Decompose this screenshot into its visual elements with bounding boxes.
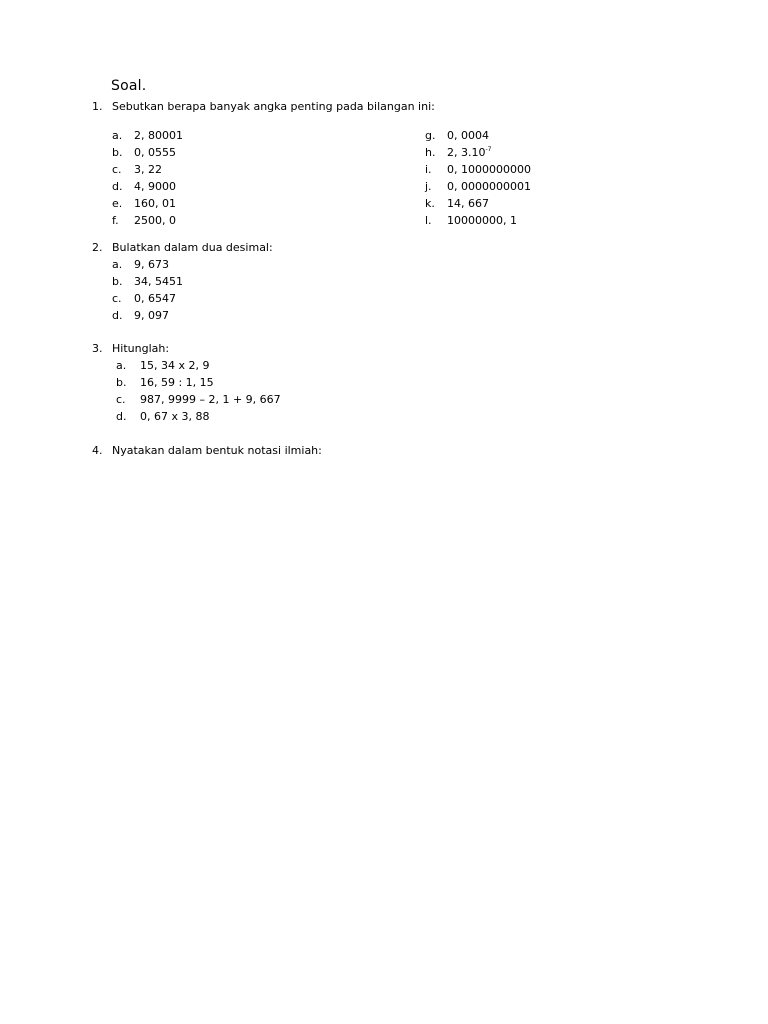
item-label: c. bbox=[116, 393, 126, 406]
item-value: 9, 097 bbox=[134, 309, 169, 322]
item-label: a. bbox=[112, 129, 123, 142]
item-value: 34, 5451 bbox=[134, 275, 183, 288]
item-value: 160, 01 bbox=[134, 197, 176, 210]
list-item bbox=[116, 408, 281, 425]
list-item bbox=[425, 178, 531, 195]
item-label: a. bbox=[116, 359, 127, 372]
question-number: 2. bbox=[92, 241, 103, 254]
list-item bbox=[112, 178, 183, 195]
item-label: g. bbox=[425, 129, 436, 142]
item-exponent: -7 bbox=[485, 146, 492, 153]
list-item bbox=[112, 307, 183, 324]
list-item bbox=[112, 127, 183, 144]
list-item bbox=[112, 256, 183, 273]
list-item bbox=[425, 127, 531, 144]
item-label: a. bbox=[112, 258, 123, 271]
question-text: Sebutkan berapa banyak angka penting pada bilangan ini: bbox=[112, 100, 435, 113]
item-value: 15, 34 x 2, 9 bbox=[140, 359, 210, 372]
item-label: h. bbox=[425, 146, 436, 159]
list-item bbox=[112, 161, 183, 178]
item-label: c. bbox=[112, 292, 122, 305]
item-label: d. bbox=[112, 309, 123, 322]
item-value: 2500, 0 bbox=[134, 214, 176, 227]
item-label: e. bbox=[112, 197, 123, 210]
list-item bbox=[116, 357, 281, 374]
list-item bbox=[116, 391, 281, 408]
item-label: l. bbox=[425, 214, 432, 227]
list-item bbox=[112, 195, 183, 212]
item-value: 0, 0004 bbox=[447, 129, 489, 142]
item-value: 4, 9000 bbox=[134, 180, 176, 193]
item-value: 2, 80001 bbox=[134, 129, 183, 142]
list-item bbox=[425, 195, 531, 212]
list-item bbox=[112, 212, 183, 229]
item-label: i. bbox=[425, 163, 432, 176]
document-title: Soal. bbox=[111, 78, 147, 94]
list-item bbox=[425, 212, 531, 229]
item-label: b. bbox=[112, 146, 123, 159]
question-3 bbox=[92, 340, 169, 357]
item-value: 0, 1000000000 bbox=[447, 163, 531, 176]
item-value: 16, 59 : 1, 15 bbox=[140, 376, 214, 389]
item-value: 0, 67 x 3, 88 bbox=[140, 410, 210, 423]
question-4 bbox=[92, 442, 322, 459]
item-label: d. bbox=[112, 180, 123, 193]
question-2 bbox=[92, 239, 273, 256]
question-1 bbox=[92, 98, 435, 115]
item-label: d. bbox=[116, 410, 127, 423]
list-item bbox=[112, 290, 183, 307]
item-label: b. bbox=[112, 275, 123, 288]
q2-list bbox=[112, 256, 183, 324]
question-number: 4. bbox=[92, 444, 103, 457]
item-value: 14, 667 bbox=[447, 197, 489, 210]
question-text: Bulatkan dalam dua desimal: bbox=[112, 241, 273, 254]
item-value: 987, 9999 – 2, 1 + 9, 667 bbox=[140, 393, 281, 406]
item-value: 9, 673 bbox=[134, 258, 169, 271]
question-number: 3. bbox=[92, 342, 103, 355]
q1-list-left bbox=[112, 127, 183, 229]
item-value: 0, 0555 bbox=[134, 146, 176, 159]
q1-list-right bbox=[425, 127, 531, 229]
list-item bbox=[425, 161, 531, 178]
list-item bbox=[116, 374, 281, 391]
item-label: j. bbox=[425, 180, 432, 193]
item-value: 0, 0000000001 bbox=[447, 180, 531, 193]
item-label: b. bbox=[116, 376, 127, 389]
item-value: 10000000, 1 bbox=[447, 214, 517, 227]
item-value: 3, 22 bbox=[134, 163, 162, 176]
question-number: 1. bbox=[92, 100, 103, 113]
list-item bbox=[112, 144, 183, 161]
q3-list bbox=[116, 357, 281, 425]
list-item bbox=[112, 273, 183, 290]
item-label: f. bbox=[112, 214, 119, 227]
question-text: Nyatakan dalam bentuk notasi ilmiah: bbox=[112, 444, 322, 457]
question-text: Hitunglah: bbox=[112, 342, 170, 355]
item-value: 0, 6547 bbox=[134, 292, 176, 305]
item-value: 2, 3.10 bbox=[447, 146, 486, 159]
item-label: k. bbox=[425, 197, 435, 210]
list-item bbox=[425, 144, 531, 161]
item-label: c. bbox=[112, 163, 122, 176]
